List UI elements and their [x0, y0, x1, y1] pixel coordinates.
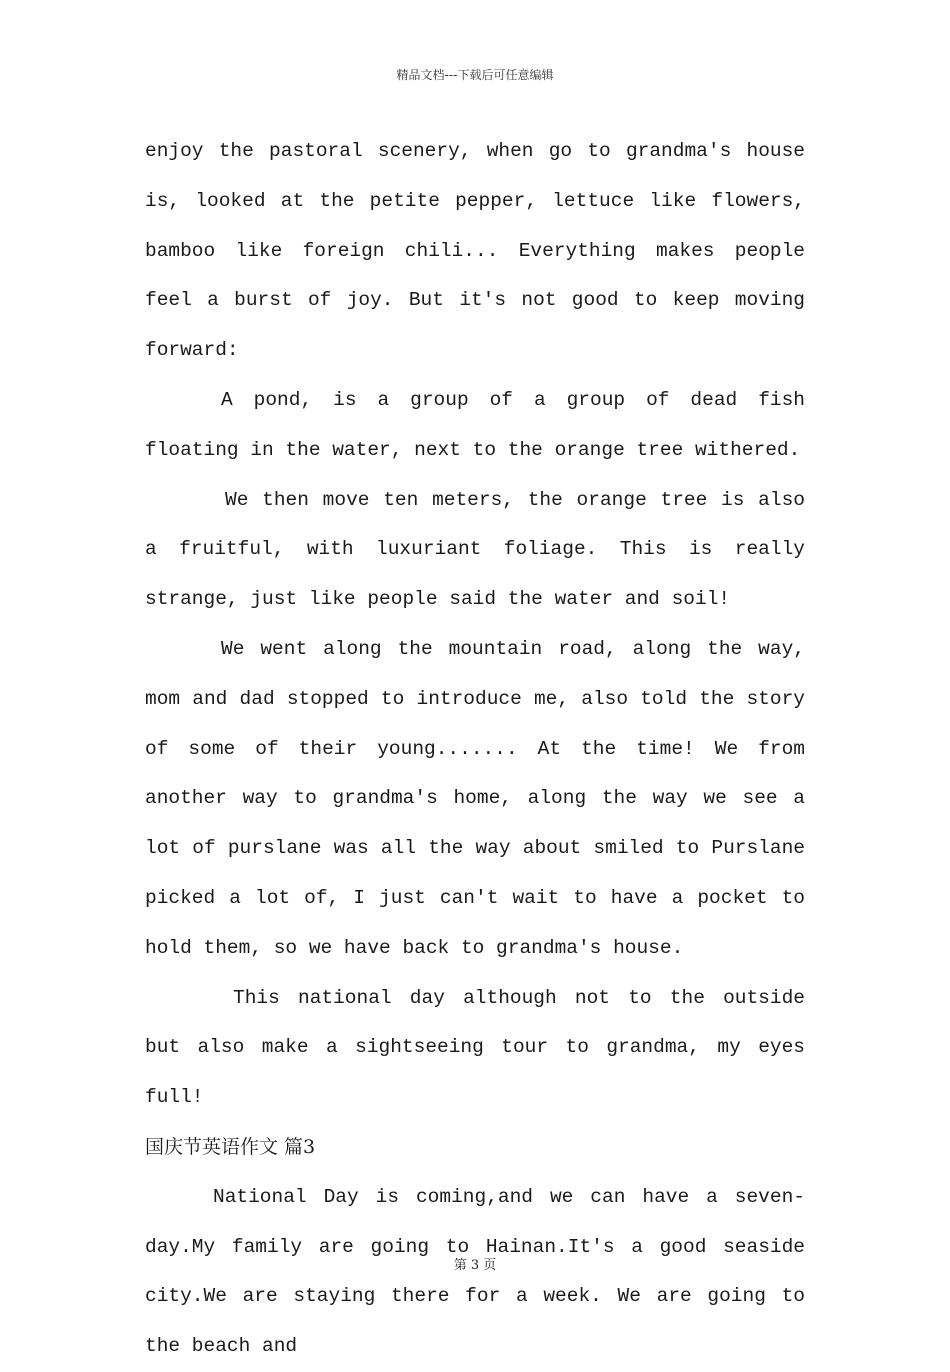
paragraph-6: National Day is coming,and we can have a seven-day.My family are going to Hainan.It's a good seaside city.We are staying there for a week. We are going to the beach and: [145, 1185, 805, 1358]
section-heading: 国庆节英语作文 篇3: [145, 1135, 316, 1158]
paragraph-5: This national day although not to the outside but also make a sightseeing tour to grandma, my eyes full!: [145, 986, 805, 1109]
paragraph-2: A pond, is a group of a group of dead fish floating in the water, next to the orange tree withered.: [145, 388, 805, 461]
paragraph-4: We went along the mountain road, along the way, mom and dad stopped to introduce me, also told the story of some of their young....... At the time! We from another way to grandma's home, along the way we see a lot of purslane was all the way about smiled to Purslane picked a lot of, I just can't wait to have a pocket to hold them, so we have back to grandma's house.: [145, 637, 805, 959]
page-number: 第 3 页: [453, 1258, 497, 1273]
paragraph-3: We then move ten meters, the orange tree is also a fruitful, with luxuriant foliage. This is really strange, just like people said the water and soil!: [145, 488, 805, 611]
document-body: [145, 127, 805, 1372]
paragraph-1: enjoy the pastoral scenery, when go to grandma's house is, looked at the petite pepper, lettuce like flowers, bamboo like foreign chili... Everything makes people feel a burst of joy. But it's not good to keep moving forward:: [145, 140, 805, 362]
page-header: 精品文档---下载后可任意编辑: [396, 68, 554, 82]
